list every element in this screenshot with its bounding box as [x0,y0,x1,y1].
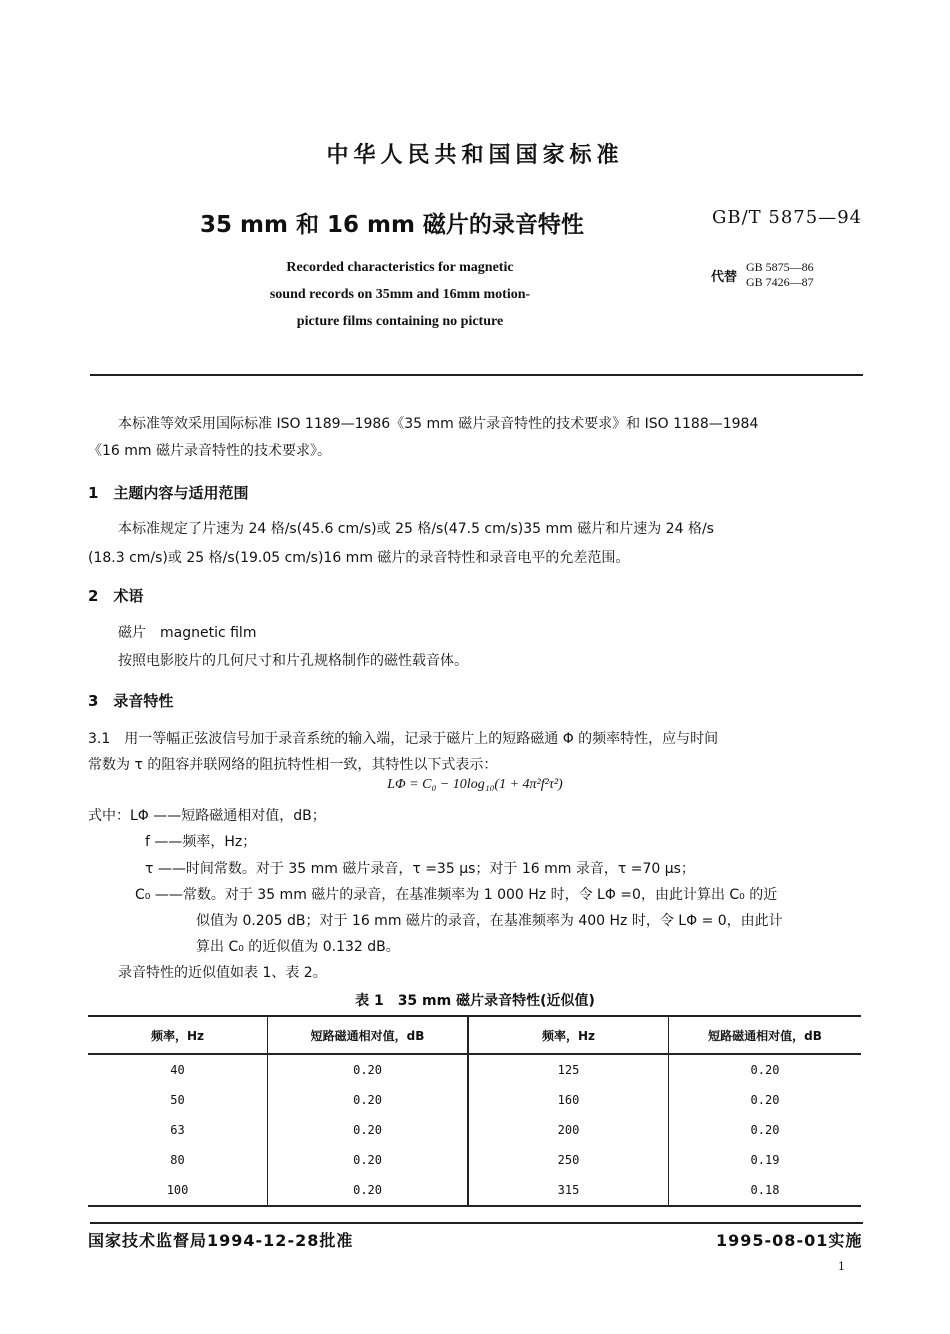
table-cell: 0.20 [268,1175,468,1206]
table-cell: 0.20 [268,1145,468,1175]
table-cell: 0.20 [268,1085,468,1115]
column-header: 频率，Hz [468,1016,668,1054]
table-cell: 0.19 [668,1145,861,1175]
table-cell: 63 [170,1123,185,1137]
table-row [88,1145,861,1175]
recording-characteristics-table [88,1015,861,1207]
where-line: τ ——时间常数。对于 35 mm 磁片录音，τ =35 μs；对于 16 mm 录音，τ =70 μs； [145,861,695,877]
table-cell: 200 [468,1115,668,1145]
section-heading: 1 主题内容与适用范围 [88,484,249,502]
body-line: 3.1 用一等幅正弦波信号加于录音系统的输入端，记录于磁片上的短路磁通 Φ 的频率特性，应与时间 [88,731,719,747]
intro-line: 《16 mm 磁片录音特性的技术要求》。 [88,443,331,459]
table-cell: 0.20 [668,1115,861,1145]
replaced-standard: GB 5875—86 [746,260,814,274]
table-cell: 40 [170,1063,185,1077]
table-cell: 0.18 [668,1175,861,1206]
table-row [88,1054,861,1085]
table-cell: 50 [170,1093,185,1107]
table-cell: 80 [170,1153,185,1167]
table-header-row [88,1016,861,1054]
table-cell: 0.20 [668,1085,861,1115]
footer-divider [90,1222,863,1224]
document-title: 35 mm 和 16 mm 磁片的录音特性 [200,212,584,238]
table-cell: 0.20 [268,1115,468,1145]
table-cell: 100 [88,1175,268,1206]
body-line: 录音特性的近似值如表 1、表 2。 [118,965,327,981]
body-line: 常数为 τ 的阻容并联网络的阻抗特性相一致，其特性以下式表示： [88,757,498,773]
table-cell: 160 [468,1085,668,1115]
page-number: 1 [838,1260,845,1273]
table-cell: 0.20 [268,1054,468,1085]
replaced-standard: GB 7426—87 [746,275,814,289]
intro-line: 本标准等效采用国际标准 ISO 1189—1986《35 mm 磁片录音特性的技术要求》和 ISO 1188—1984 [118,416,759,432]
table-row [88,1115,861,1145]
standard-code: GB/T 5875—94 [712,207,863,228]
column-header: 短路磁通相对值，dB [268,1016,468,1054]
english-title-line: Recorded characteristics for magnetic [286,260,514,275]
english-title-line: sound records on 35mm and 16mm motion- [269,287,531,302]
table-row [88,1175,861,1206]
section-heading: 2 术语 [88,587,144,605]
formula: LΦ = C₀ − 10log₁₀(1 + 4π²f²τ²) [387,777,563,792]
table-caption: 表 1 35 mm 磁片录音特性(近似值) [355,993,595,1009]
where-line: f ——频率，Hz； [145,834,257,850]
where-line: 算出 C₀ 的近似值为 0.132 dB。 [196,939,400,955]
table-cell: 125 [468,1054,668,1085]
body-line: 本标准规定了片速为 24 格/s(45.6 cm/s)或 25 格/s(47.5 cm/s)35 mm 磁片和片速为 24 格/s [118,521,714,537]
definition-line: 按照电影胶片的几何尺寸和片孔规格制作的磁性载音体。 [118,653,468,669]
where-line: 式中：LΦ ——短路磁通相对值，dB； [88,808,326,824]
table-cell: 315 [468,1175,668,1206]
body-line: (18.3 cm/s)或 25 格/s(19.05 cm/s)16 mm 磁片的录音特性和录音电平的允差范围。 [88,550,630,566]
where-line: 似值为 0.205 dB；对于 16 mm 磁片的录音，在基准频率为 400 Hz 时，令 LΦ = 0，由此计 [196,913,783,929]
term-line: 磁片 magnetic film [118,625,257,641]
column-header: 频率，Hz [88,1016,268,1054]
column-header: 短路磁通相对值，dB [668,1016,861,1054]
table-cell: 250 [468,1145,668,1175]
header-divider [90,374,863,376]
replaces-label: 代替 [711,270,738,285]
english-title-line: picture films containing no picture [296,314,504,329]
section-heading: 3 录音特性 [88,692,174,710]
national-standard-heading: 中华人民共和国国家标准 [326,143,624,168]
where-line: C₀ ——常数。对于 35 mm 磁片的录音，在基准频率为 1 000 Hz 时，令 LΦ =0，由此计算出 C₀ 的近 [135,887,778,903]
table-row [88,1085,861,1115]
effective-date: 1995-08-01实施 [716,1231,863,1250]
approval-date: 国家技术监督局1994-12-28批准 [88,1231,354,1250]
table-cell: 0.20 [668,1054,861,1085]
